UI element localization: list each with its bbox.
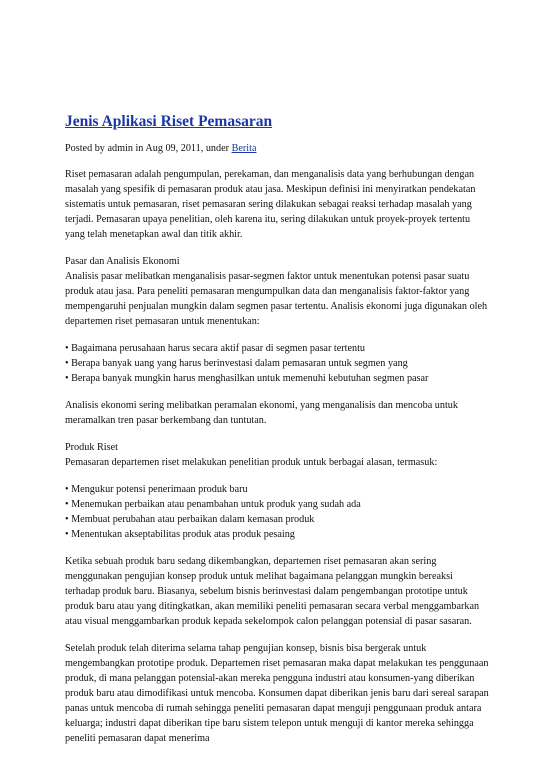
category-link[interactable]: Berita	[231, 143, 257, 154]
market-analysis-list	[65, 341, 490, 386]
section-product-research	[65, 440, 490, 470]
article	[65, 113, 490, 758]
section-market-analysis	[65, 254, 490, 329]
section-heading: Produk Riset	[65, 442, 118, 453]
post-meta	[65, 142, 490, 156]
section-heading: Pasar dan Analisis Ekonomi	[65, 256, 180, 267]
article-title[interactable]: Jenis Aplikasi Riset Pemasaran	[65, 113, 273, 130]
product-research-list	[65, 482, 490, 542]
list-item: • Berapa banyak mungkin harus menghasilkan untuk memenuhi kebutuhan segmen pasar	[65, 373, 429, 384]
concept-testing-paragraph: Ketika sebuah produk baru sedang dikembangkan, departemen riset pemasaran akan sering menggunakan pengujian konsep produk untuk melihat bagaimana pelanggan mungkin bereaksi terhadap produk baru. Biasanya, sebelum bisnis berinvestasi dalam pengembangan prototipe untuk produk baru atau yang ditingkatkan, akan memiliki peneliti pemasaran secara verbal menggambarkan atau visual menggambarkan produk kepada sekelompok calon pelanggan potensial di pasar sasaran.	[65, 556, 480, 627]
post-meta-text: Posted by admin in Aug 09, 2011, under	[65, 143, 232, 154]
section-body: Pemasaran departemen riset melakukan penelitian produk untuk berbagai alasan, termasuk:	[65, 457, 438, 468]
list-item: • Bagaimana perusahaan harus secara aktif pasar di segmen pasar tertentu	[65, 343, 366, 354]
list-item: • Menemukan perbaikan atau penambahan untuk produk yang sudah ada	[65, 499, 361, 510]
economic-analysis-paragraph: Analisis ekonomi sering melibatkan peramalan ekonomi, yang menganalisis dan mencoba untuk meramalkan tren pasar berkembang dan tuntutan.	[65, 400, 458, 426]
list-item: • Berapa banyak uang yang harus berinvestasi dalam pemasaran untuk segmen yang	[65, 358, 408, 369]
list-item: • Menentukan akseptabilitas produk atas produk pesaing	[65, 529, 295, 540]
list-item: • Mengukur potensi penerimaan produk baru	[65, 484, 248, 495]
prototype-testing-paragraph: Setelah produk telah diterima selama tahap pengujian konsep, bisnis bisa bergerak untuk mengembangkan prototipe produk. Departemen riset pemasaran maka dapat melakukan tes penggunaan produk, di mana pelanggan potensial-akan mereka pengguna industri atau konsumen-yang diberikan produk baru atau dimodifikasi untuk mencoba. Konsumen dapat diberikan jenis baru dari sereal sarapan panas untuk mencoba di rumah sehingga peneliti pemasaran dapat menguji penggunaan produk antara keluarga; industri dapat diberikan tipe baru sistem telepon untuk menguji di kantor mereka sehingga peneliti pemasaran dapat menerima	[65, 643, 489, 744]
section-body: Analisis pasar melibatkan menganalisis pasar-segmen faktor untuk menentukan potensi pasar suatu produk atau jasa. Para peneliti pemasaran mengumpulkan data dan menganalisis faktor-faktor yang mempengaruhi penjualan mungkin dalam segmen pasar tertentu. Analisis ekonomi juga digunakan oleh departemen riset pemasaran untuk menentukan:	[65, 271, 488, 327]
intro-paragraph: Riset pemasaran adalah pengumpulan, perekaman, dan menganalisis data yang berhubungan dengan masalah yang spesifik di pemasaran produk atau jasa. Meskipun definisi ini menyiratkan pendekatan sistematis untuk pemasaran, riset pemasaran sering dilakukan sebagai reaksi terhadap masalah yang terjadi. Pemasaran upaya penelitian, oleh karena itu, sering dilakukan untuk proyek-proyek tertentu yang telah menetapkan awal dan titik akhir.	[65, 169, 476, 240]
list-item: • Membuat perubahan atau perbaikan dalam kemasan produk	[65, 514, 315, 525]
